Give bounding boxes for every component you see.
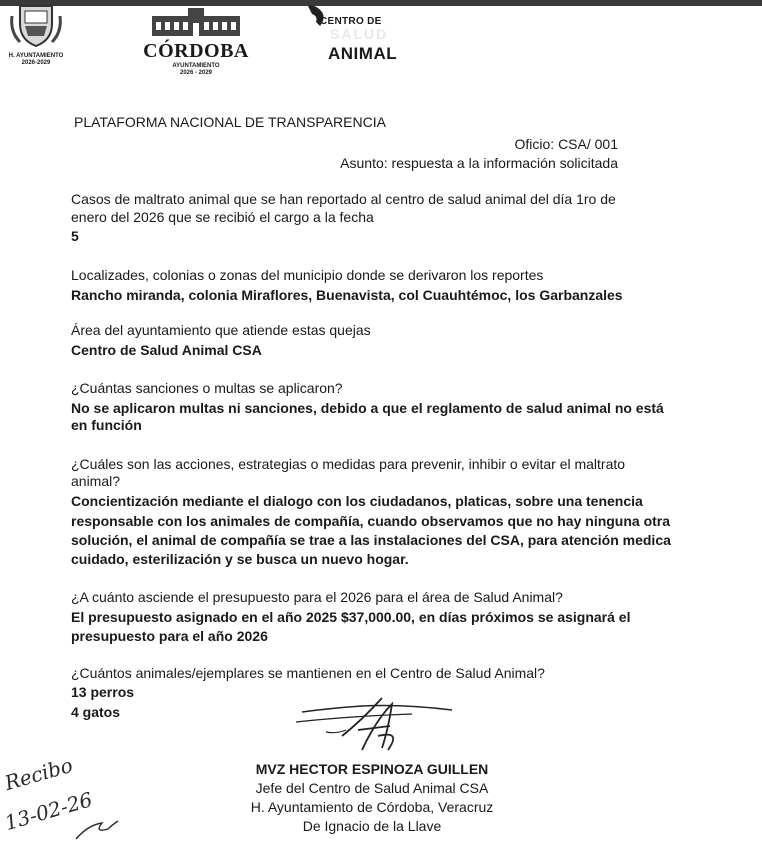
answer-line: Rancho miranda, colonia Miraflores, Buenavista, col Cuauhtémoc, los Garbanzales xyxy=(71,287,623,303)
signer-state: De Ignacio de la Llave xyxy=(302,818,442,834)
asunto-line: Asunto: respuesta a la información solicitada xyxy=(340,155,618,171)
received-stamp-date: 13-02-26 xyxy=(2,787,96,836)
answer-line: Concientización mediante el dialogo con los ciudadanos, platicas, sobre una tenencia xyxy=(71,493,643,509)
answer-line: presupuesto para el año 2026 xyxy=(71,628,268,644)
ayuntamiento-seal xyxy=(6,2,66,64)
question-line: Casos de maltrato animal que se han reportado al centro de salud animal del día 1ro de xyxy=(71,191,616,207)
ayuntamiento-label: H. AYUNTAMIENTO xyxy=(8,53,64,59)
csa-line-3: ANIMAL xyxy=(328,44,398,63)
csa-line-2: SALUD xyxy=(330,26,389,42)
question-line: ¿Cuáles son las acciones, estrategias o medidas para prevenir, inhibir o evitar el maltrato xyxy=(71,456,626,472)
question-line: ¿Cuántas sanciones o multas se aplicaron? xyxy=(71,380,343,396)
csa-logo xyxy=(306,4,416,66)
question-line: Área del ayuntamiento que atiende estas quejas xyxy=(71,322,371,338)
question-line: ¿A cuánto asciende el presupuesto para el 2026 para el área de Salud Animal? xyxy=(71,589,563,605)
ayuntamiento-years: 2026-2029 xyxy=(21,60,51,66)
answer-line: El presupuesto asignado en el año 2025 $37,000.00, en días próximos se asignará el xyxy=(71,609,631,625)
question-line: animal? xyxy=(71,473,121,489)
cordoba-logo xyxy=(140,6,252,76)
palace-building-icon xyxy=(140,6,252,36)
question-line: enero del 2026 que se recibió el cargo a la fecha xyxy=(71,209,374,225)
answer-line: Centro de Salud Animal CSA xyxy=(71,342,262,358)
received-stamp-word: Recibo xyxy=(2,752,76,796)
cordoba-years: 2026 - 2029 xyxy=(179,70,213,76)
answer-line: 5 xyxy=(71,228,79,244)
cordoba-wordmark: CÓRDOBA xyxy=(143,40,249,62)
question-line: Localizades, colonias o zonas del municipio donde se derivaron los reportes xyxy=(71,267,544,283)
answer-line: en función xyxy=(71,417,142,433)
answer-line: No se aplicaron multas ni sanciones, debido a que el reglamento de salud animal no está xyxy=(71,400,664,416)
handwritten-signature xyxy=(292,690,472,770)
coat-of-arms-icon xyxy=(6,2,66,48)
platform-title: PLATAFORMA NACIONAL DE TRANSPARENCIA xyxy=(74,114,386,130)
signer-institution: H. Ayuntamiento de Córdoba, Veracruz xyxy=(250,799,494,815)
answer-line: solución, el animal de compañía se trae a las instalaciones del CSA, para atención medica xyxy=(71,532,671,548)
signer-title: Jefe del Centro de Salud Animal CSA xyxy=(255,780,489,796)
question-line: ¿Cuántos animales/ejemplares se mantienen en el Centro de Salud Animal? xyxy=(71,665,545,681)
received-stamp-scribble xyxy=(72,815,122,845)
answer-line: 13 perros xyxy=(71,684,135,700)
oficio-number: Oficio: CSA/ 001 xyxy=(514,136,618,152)
answer-line: 4 gatos xyxy=(71,704,121,720)
answer-line: responsable con los animales de compañía, cuando observamos que no hay ninguna otra xyxy=(71,513,671,529)
signer-name: MVZ HECTOR ESPINOZA GUILLEN xyxy=(255,761,489,777)
csa-line-1: CENTRO DE xyxy=(320,16,382,27)
answer-line: cuidado, esterilización y se busca un nuevo hogar. xyxy=(71,551,409,567)
cordoba-ribbon: AYUNTAMIENTO xyxy=(172,63,220,69)
